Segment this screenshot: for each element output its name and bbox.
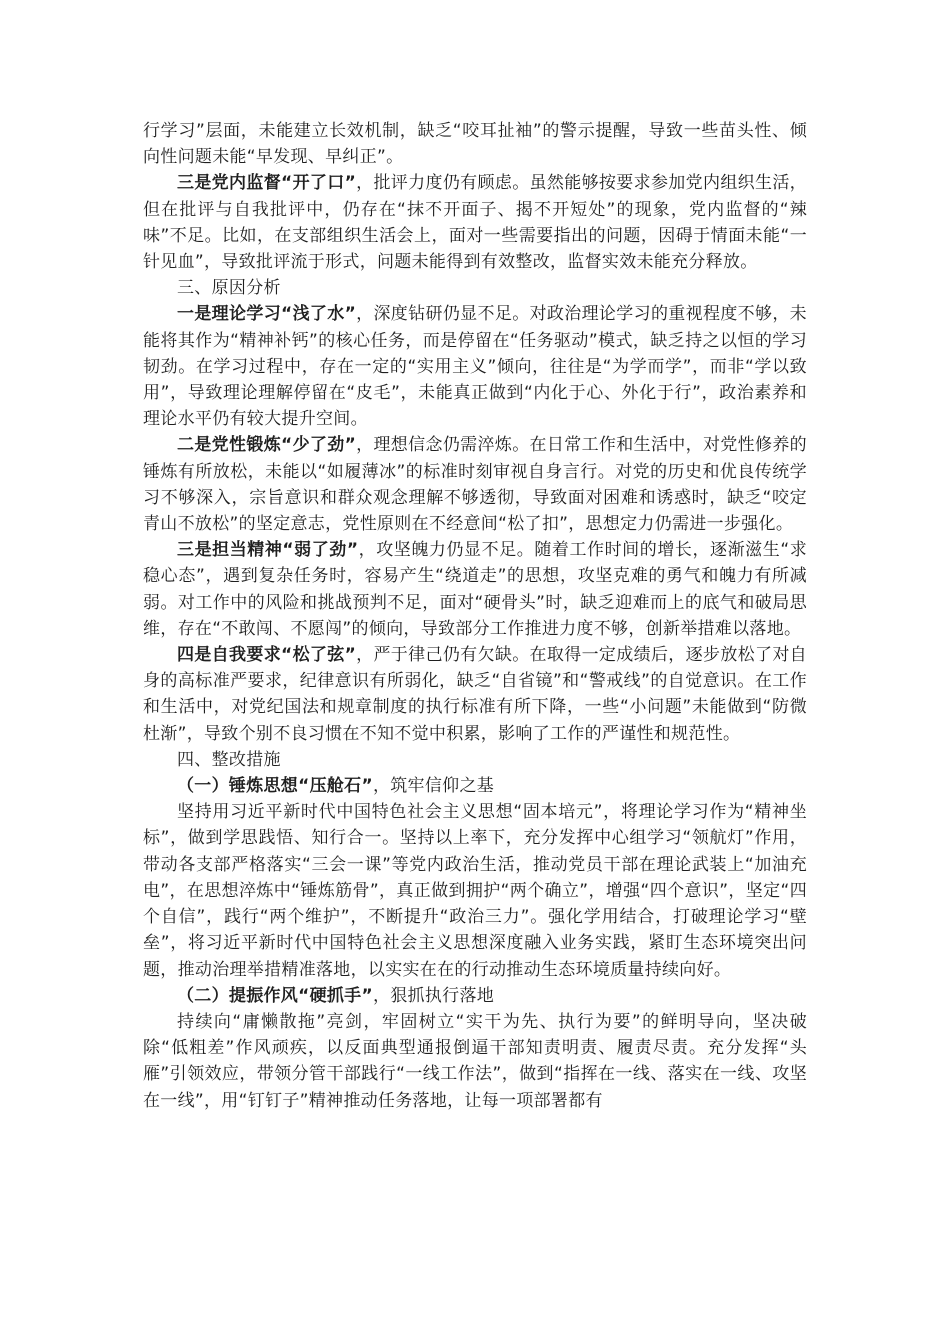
paragraph-responsibility xyxy=(143,537,807,642)
heading-text: 三、原因分析 xyxy=(177,278,281,299)
paragraph-supervision xyxy=(143,170,807,275)
paragraph-theory-study xyxy=(143,301,807,432)
paragraph-thought-measures xyxy=(143,799,807,982)
heading-text: 四、整改措施 xyxy=(177,749,281,770)
section-heading-cause-analysis xyxy=(143,275,807,301)
paragraph-lead: 三是担当精神“弱了劲” xyxy=(177,540,359,561)
paragraph-text: 行学习”层面，未能建立长效机制，缺乏“咬耳扯袖”的警示提醒，导致一些苗头性、倾向性问题未能“早发现、早纠正”。 xyxy=(143,121,807,168)
subheading-text: ，筑牢信仰之基 xyxy=(372,776,495,797)
subheading-work-style xyxy=(143,983,807,1009)
paragraph-lead: 二是党性锻炼“少了劲” xyxy=(177,435,357,456)
paragraph-text: ，深度钻研仍显不足。对政治理论学习的重视程度不够，未能将其作为“精神补钙”的核心任务，而是停留在“任务驱动”模式，缺乏持之以恒的学习韧劲。在学习过程中，存在一定的“实用主义”倾向，往往是“为学而学”，而非“学以致用”，导致理论理解停留在“皮毛”，未能真正做到“内化于心、外化于行”，政治素养和理论水平仍有较大提升空间。 xyxy=(143,304,807,430)
subheading-lead: （一）锤炼思想“压舱石” xyxy=(177,776,373,797)
paragraph-lead: 一是理论学习“浅了水” xyxy=(177,304,357,325)
subheading-thought xyxy=(143,773,807,799)
paragraph-text: ，严于律己仍有欠缺。在取得一定成绩后，逐步放松了对自身的高标准严要求，纪律意识有所弱化，缺乏“自省镜”和“警戒线”的自觉意识。在工作和生活中，对党纪国法和规章制度的执行标准有所下降，一些“小问题”未能做到“防微杜渐”，导致个别不良习惯在不知不觉中积累，影响了工作的严谨性和规范性。 xyxy=(143,645,807,744)
paragraph-text: 坚持用习近平新时代中国特色社会主义思想“固本培元”，将理论学习作为“精神坐标”，做到学思践悟、知行合一。坚持以上率下，充分发挥中心组学习“领航灯”作用，带动各支部严格落实“三会一课”等党内政治生活，推动党员干部在理论武装上“加油充电”，在思想淬炼中“锤炼筋骨”，真正做到拥护“两个确立”，增强“四个意识”，坚定“四个自信”，践行“两个维护”，不断提升“政治三力”。强化学用结合，打破理论学习“壁垒”，将习近平新时代中国特色社会主义思想深度融入业务实践，紧盯生态环境突出问题，推动治理举措精准落地，以实实在在的行动推动生态环境质量持续向好。 xyxy=(143,802,807,980)
paragraph-text: ，批评力度仍有顾虑。虽然能够按要求参加党内组织生活，但在批评与自我批评中，仍存在“抹不开面子、揭不开短处”的现象，党内监督的“辣味”不足。比如，在支部组织生活会上，面对一些需要指出的问题，因碍于情面未能“一针见血”，导致批评流于形式，问题未能得到有效整改，监督实效未能充分释放。 xyxy=(143,173,807,273)
paragraph-text: ，攻坚魄力仍显不足。随着工作时间的增长，逐渐滋生“求稳心态”，遇到复杂任务时，容易产生“绕道走”的思想，攻坚克难的勇气和魄力有所减弱。对工作中的风险和挑战预判不足，面对“硬骨头”时，缺乏迎难而上的底气和破局思维，存在“不敢闯、不愿闯”的倾向，导致部分工作推进力度不够，创新举措难以落地。 xyxy=(143,540,807,639)
paragraph-continuation xyxy=(143,118,807,170)
document-body xyxy=(143,118,807,1114)
paragraph-work-style-measures xyxy=(143,1009,807,1114)
paragraph-text: ，理想信念仍需淬炼。在日常工作和生活中，对党性修养的锤炼有所放松，未能以“如履薄冰”的标准时刻审视自身言行。对党的历史和优良传统学习不够深入，宗旨意识和群众观念理解不够透彻，导致面对困难和诱惑时，缺乏“咬定青山不放松”的坚定意志，党性原则在不经意间“松了扣”，思想定力仍需进一步强化。 xyxy=(143,435,807,535)
subheading-text: ，狠抓执行落地 xyxy=(372,985,495,1006)
paragraph-lead: 四是自我要求“松了弦” xyxy=(177,645,357,666)
paragraph-party-spirit xyxy=(143,432,807,537)
section-heading-rectification xyxy=(143,747,807,773)
subheading-lead: （二）提振作风“硬抓手” xyxy=(177,985,373,1006)
paragraph-lead: 三是党内监督“开了口” xyxy=(177,173,357,194)
paragraph-self-discipline xyxy=(143,642,807,747)
paragraph-text: 持续向“庸懒散拖”亮剑，牢固树立“实干为先、执行为要”的鲜明导向，坚决破除“低粗差”作风顽疾，以反面典型通报倒逼干部知责明责、履责尽责。充分发挥“头雁”引领效应，带领分管干部践行“一线工作法”，做到“指挥在一线、落实在一线、攻坚在一线”，用“钉钉子”精神推动任务落地，让每一项部署都有 xyxy=(143,1011,807,1111)
